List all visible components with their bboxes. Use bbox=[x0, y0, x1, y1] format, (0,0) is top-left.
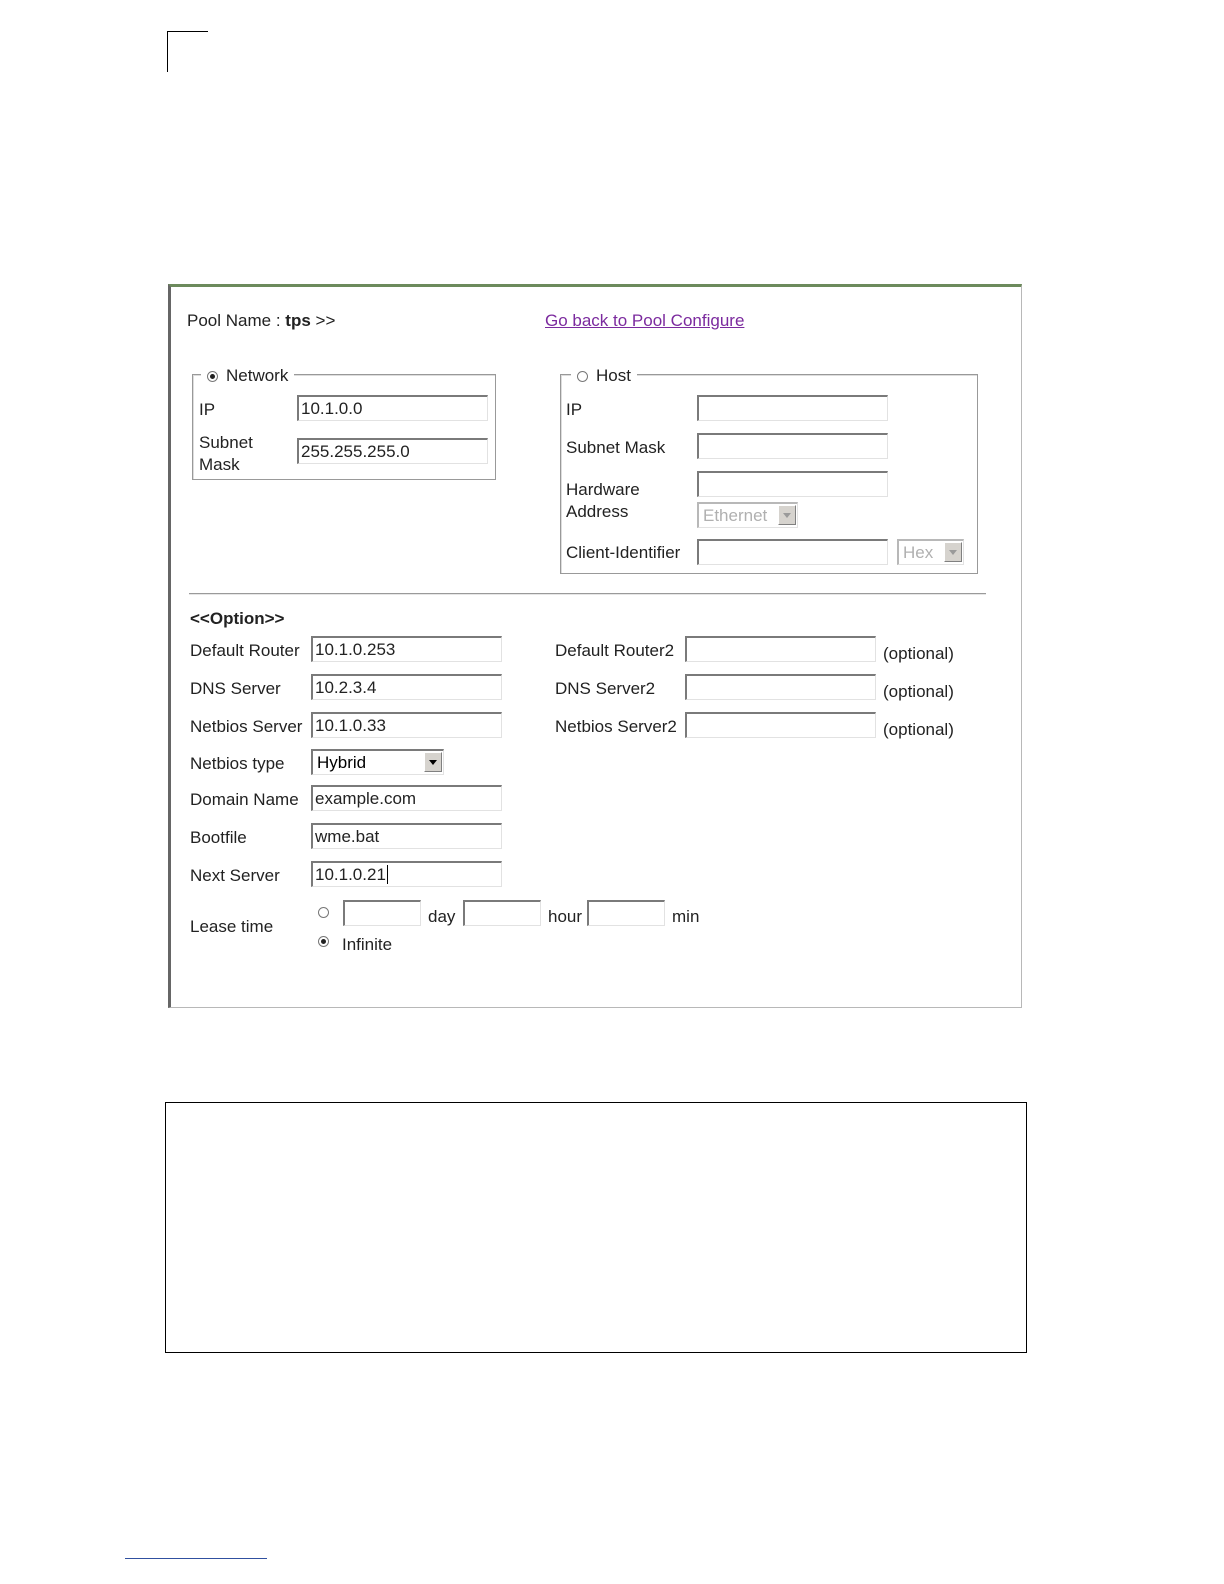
lease-day-input[interactable] bbox=[343, 900, 421, 926]
host-label: Host bbox=[596, 366, 631, 385]
netbios-server2-input[interactable] bbox=[685, 712, 876, 738]
host-hardware-type-value: Ethernet bbox=[703, 506, 768, 525]
network-label: Network bbox=[226, 366, 289, 385]
text-cursor bbox=[387, 865, 388, 884]
dns-server-input[interactable]: 10.2.3.4 bbox=[311, 674, 502, 700]
lease-min-label: min bbox=[672, 907, 700, 926]
network-mask-label-1: Subnet bbox=[199, 433, 253, 452]
client-identifier-label: Client-Identifier bbox=[566, 543, 681, 562]
lease-time-label: Lease time bbox=[190, 917, 274, 936]
network-ip-label: IP bbox=[199, 400, 216, 419]
pool-name-row bbox=[187, 311, 335, 331]
host-subnet-mask-input[interactable] bbox=[697, 433, 888, 459]
lease-hour-label: hour bbox=[548, 907, 583, 926]
bootfile-label: Bootfile bbox=[190, 828, 247, 847]
dns-server2-optional-text: (optional) bbox=[883, 682, 954, 701]
pool-name-suffix: >> bbox=[315, 311, 336, 330]
netbios-type-select[interactable] bbox=[311, 749, 444, 775]
default-router2-optional-text: (optional) bbox=[883, 644, 954, 663]
client-identifier-type-value: Hex bbox=[903, 543, 934, 562]
chevron-down-icon[interactable] bbox=[944, 542, 962, 562]
host-hw-label-2: Address bbox=[566, 502, 629, 521]
next-server-input[interactable] bbox=[311, 861, 502, 887]
option-heading: <<Option>> bbox=[190, 609, 285, 628]
lease-hour-input[interactable] bbox=[463, 900, 541, 926]
domain-name-label: Domain Name bbox=[190, 790, 299, 809]
lease-duration-radio[interactable] bbox=[318, 907, 329, 918]
next-server-label: Next Server bbox=[190, 866, 280, 885]
default-router-label: Default Router bbox=[190, 641, 300, 660]
dns-server2-input[interactable] bbox=[685, 674, 876, 700]
network-legend bbox=[201, 366, 294, 386]
default-router2-input[interactable] bbox=[685, 636, 876, 662]
dns-server-label: DNS Server bbox=[190, 679, 281, 698]
host-ip-input[interactable] bbox=[697, 395, 888, 421]
default-router-input[interactable]: 10.1.0.253 bbox=[311, 636, 502, 662]
pool-name-value: tps bbox=[285, 311, 311, 330]
dns-server2-label: DNS Server2 bbox=[555, 679, 656, 698]
client-identifier-input[interactable] bbox=[697, 539, 888, 565]
domain-name-input[interactable]: example.com bbox=[311, 785, 502, 811]
client-identifier-type-select[interactable] bbox=[897, 539, 964, 565]
host-hardware-address-input[interactable] bbox=[697, 471, 888, 497]
network-radio[interactable] bbox=[207, 371, 218, 382]
lease-infinite-radio[interactable] bbox=[318, 936, 329, 947]
default-router2-label: Default Router2 bbox=[555, 641, 675, 660]
host-subnet-mask-label: Subnet Mask bbox=[566, 438, 666, 457]
host-hardware-type-select[interactable] bbox=[697, 502, 798, 528]
section-divider bbox=[189, 593, 986, 595]
lease-infinite-label: Infinite bbox=[342, 935, 393, 954]
next-server-value: 10.1.0.21 bbox=[315, 865, 386, 884]
network-ip-input[interactable]: 10.1.0.0 bbox=[297, 395, 488, 421]
netbios-server-label: Netbios Server bbox=[190, 717, 303, 736]
lease-min-input[interactable] bbox=[587, 900, 665, 926]
dhcp-pool-config-panel bbox=[168, 284, 1022, 1008]
netbios-server2-label: Netbios Server2 bbox=[555, 717, 677, 736]
chevron-down-icon[interactable] bbox=[778, 505, 796, 525]
crop-mark bbox=[167, 31, 208, 72]
chevron-down-icon[interactable] bbox=[424, 752, 442, 772]
network-mask-label-2: Mask bbox=[199, 455, 240, 474]
host-radio[interactable] bbox=[577, 371, 588, 382]
back-to-pool-configure-link[interactable]: Go back to Pool Configure bbox=[545, 311, 745, 330]
netbios-type-label: Netbios type bbox=[190, 754, 285, 773]
note-box bbox=[165, 1102, 1027, 1353]
netbios-server2-optional-text: (optional) bbox=[883, 720, 954, 739]
host-ip-label: IP bbox=[566, 400, 583, 419]
netbios-server-input[interactable]: 10.1.0.33 bbox=[311, 712, 502, 738]
pool-name-label: Pool Name : bbox=[187, 311, 281, 330]
lease-day-label: day bbox=[428, 907, 456, 926]
network-subnet-mask-input[interactable]: 255.255.255.0 bbox=[297, 438, 488, 464]
host-legend bbox=[571, 366, 637, 386]
footer-rule bbox=[125, 1558, 267, 1559]
netbios-type-value: Hybrid bbox=[317, 753, 367, 772]
bootfile-input[interactable]: wme.bat bbox=[311, 823, 502, 849]
host-hw-label-1: Hardware bbox=[566, 480, 640, 499]
